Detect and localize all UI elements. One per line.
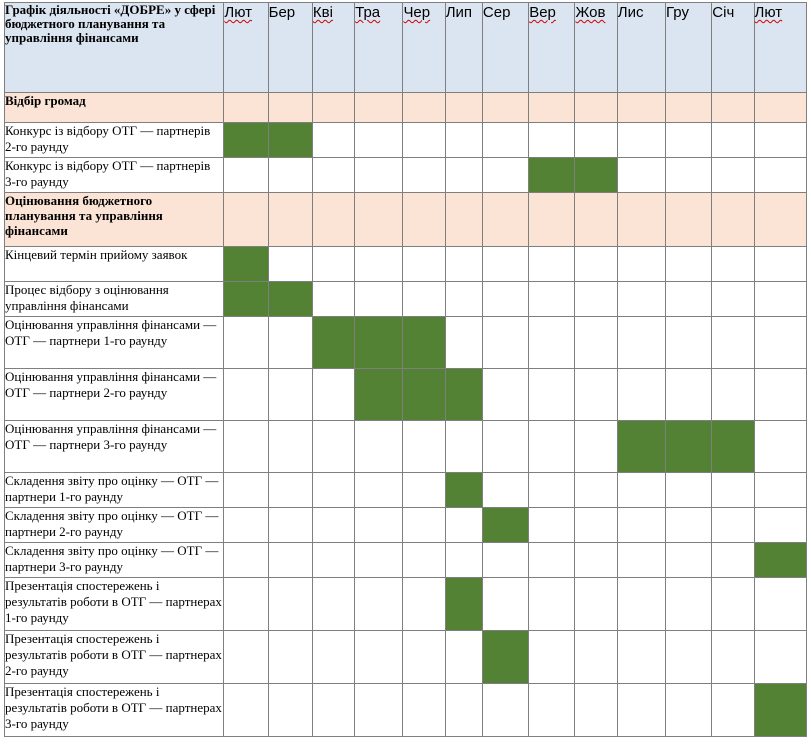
- month-header-4: [403, 3, 445, 93]
- active-period-cell: [754, 543, 806, 578]
- task-label: Конкурс із відбору ОТГ — партнерів 2-го раунду: [5, 123, 224, 158]
- empty-period-cell: [355, 508, 403, 543]
- empty-period-cell: [312, 93, 354, 123]
- empty-period-cell: [355, 421, 403, 473]
- empty-period-cell: [754, 369, 806, 421]
- month-label: Лип: [445, 4, 473, 21]
- empty-period-cell: [666, 578, 712, 631]
- task-label: Складення звіту про оцінку — ОТГ — партнери 3-го раунду: [5, 543, 224, 578]
- empty-period-cell: [712, 578, 754, 631]
- empty-period-cell: [355, 684, 403, 737]
- empty-period-cell: [482, 421, 528, 473]
- empty-period-cell: [312, 578, 354, 631]
- empty-period-cell: [312, 247, 354, 282]
- empty-period-cell: [529, 247, 575, 282]
- empty-period-cell: [575, 193, 617, 247]
- month-label: Лис: [617, 4, 644, 21]
- empty-period-cell: [224, 193, 268, 247]
- empty-period-cell: [445, 123, 482, 158]
- empty-period-cell: [617, 369, 665, 421]
- empty-period-cell: [712, 123, 754, 158]
- empty-period-cell: [529, 508, 575, 543]
- empty-period-cell: [529, 369, 575, 421]
- empty-period-cell: [754, 473, 806, 508]
- empty-period-cell: [666, 193, 712, 247]
- task-row: [5, 282, 807, 317]
- empty-period-cell: [575, 631, 617, 684]
- empty-period-cell: [666, 158, 712, 193]
- empty-period-cell: [482, 193, 528, 247]
- table-title: Графік діяльності «ДОБРЕ» у сфері бюджетного планування та управління фінансами: [5, 3, 224, 93]
- empty-period-cell: [355, 158, 403, 193]
- task-row: [5, 317, 807, 369]
- empty-period-cell: [355, 543, 403, 578]
- empty-period-cell: [575, 93, 617, 123]
- month-header-3: [355, 3, 403, 93]
- empty-period-cell: [312, 123, 354, 158]
- active-period-cell: [224, 247, 268, 282]
- empty-period-cell: [529, 631, 575, 684]
- month-header-12: [754, 3, 806, 93]
- active-period-cell: [403, 369, 445, 421]
- empty-period-cell: [617, 93, 665, 123]
- month-label: Вер: [529, 4, 556, 21]
- task-row: [5, 421, 807, 473]
- task-row: [5, 158, 807, 193]
- empty-period-cell: [403, 193, 445, 247]
- empty-period-cell: [575, 508, 617, 543]
- empty-period-cell: [482, 473, 528, 508]
- empty-period-cell: [712, 93, 754, 123]
- empty-period-cell: [224, 93, 268, 123]
- active-period-cell: [355, 369, 403, 421]
- empty-period-cell: [268, 631, 312, 684]
- month-header-2: [312, 3, 354, 93]
- empty-period-cell: [666, 369, 712, 421]
- empty-period-cell: [575, 282, 617, 317]
- empty-period-cell: [224, 631, 268, 684]
- empty-period-cell: [445, 282, 482, 317]
- empty-period-cell: [529, 421, 575, 473]
- empty-period-cell: [482, 684, 528, 737]
- empty-period-cell: [403, 543, 445, 578]
- month-label: Жов: [575, 4, 606, 21]
- active-period-cell: [529, 158, 575, 193]
- activity-schedule-table: [4, 2, 807, 737]
- empty-period-cell: [224, 158, 268, 193]
- empty-period-cell: [268, 317, 312, 369]
- empty-period-cell: [575, 123, 617, 158]
- empty-period-cell: [529, 578, 575, 631]
- empty-period-cell: [712, 193, 754, 247]
- empty-period-cell: [224, 684, 268, 737]
- empty-period-cell: [754, 317, 806, 369]
- empty-period-cell: [403, 508, 445, 543]
- active-period-cell: [482, 631, 528, 684]
- empty-period-cell: [712, 473, 754, 508]
- empty-period-cell: [712, 158, 754, 193]
- empty-period-cell: [355, 282, 403, 317]
- empty-period-cell: [403, 684, 445, 737]
- empty-period-cell: [529, 543, 575, 578]
- empty-period-cell: [312, 369, 354, 421]
- empty-period-cell: [666, 93, 712, 123]
- empty-period-cell: [403, 473, 445, 508]
- empty-period-cell: [312, 684, 354, 737]
- empty-period-cell: [666, 317, 712, 369]
- active-period-cell: [403, 317, 445, 369]
- empty-period-cell: [666, 631, 712, 684]
- empty-period-cell: [575, 473, 617, 508]
- month-header-9: [617, 3, 665, 93]
- empty-period-cell: [224, 473, 268, 508]
- empty-period-cell: [666, 508, 712, 543]
- section-label: Оцінювання бюджетного планування та управління фінансами: [5, 193, 224, 247]
- month-label: Бер: [268, 4, 296, 21]
- empty-period-cell: [312, 158, 354, 193]
- empty-period-cell: [712, 282, 754, 317]
- task-label: Складення звіту про оцінку — ОТГ — партнери 1-го раунду: [5, 473, 224, 508]
- empty-period-cell: [445, 158, 482, 193]
- empty-period-cell: [224, 508, 268, 543]
- task-label: Оцінювання управління фінансами — ОТГ — партнери 3-го раунду: [5, 421, 224, 473]
- empty-period-cell: [575, 578, 617, 631]
- active-period-cell: [224, 123, 268, 158]
- active-period-cell: [482, 508, 528, 543]
- month-header-8: [575, 3, 617, 93]
- empty-period-cell: [754, 282, 806, 317]
- active-period-cell: [224, 282, 268, 317]
- empty-period-cell: [268, 193, 312, 247]
- month-header-1: [268, 3, 312, 93]
- empty-period-cell: [312, 631, 354, 684]
- empty-period-cell: [268, 578, 312, 631]
- task-label: Презентація спостережень і результатів роботи в ОТГ — партнерах 3-го раунду: [5, 684, 224, 737]
- empty-period-cell: [712, 508, 754, 543]
- active-period-cell: [268, 282, 312, 317]
- empty-period-cell: [575, 421, 617, 473]
- empty-period-cell: [617, 684, 665, 737]
- empty-period-cell: [754, 508, 806, 543]
- month-label: Тра: [355, 4, 381, 21]
- empty-period-cell: [445, 317, 482, 369]
- empty-period-cell: [575, 247, 617, 282]
- empty-period-cell: [445, 421, 482, 473]
- empty-period-cell: [445, 543, 482, 578]
- empty-period-cell: [312, 508, 354, 543]
- empty-period-cell: [224, 317, 268, 369]
- empty-period-cell: [575, 317, 617, 369]
- month-header-10: [666, 3, 712, 93]
- empty-period-cell: [617, 543, 665, 578]
- empty-period-cell: [617, 473, 665, 508]
- task-label: Оцінювання управління фінансами — ОТГ — партнери 2-го раунду: [5, 369, 224, 421]
- active-period-cell: [268, 123, 312, 158]
- empty-period-cell: [268, 508, 312, 543]
- empty-period-cell: [754, 578, 806, 631]
- empty-period-cell: [312, 421, 354, 473]
- empty-period-cell: [754, 247, 806, 282]
- empty-period-cell: [712, 247, 754, 282]
- active-period-cell: [617, 421, 665, 473]
- active-period-cell: [312, 317, 354, 369]
- empty-period-cell: [617, 508, 665, 543]
- empty-period-cell: [666, 473, 712, 508]
- empty-period-cell: [403, 578, 445, 631]
- empty-period-cell: [312, 193, 354, 247]
- month-label: Лют: [224, 4, 252, 21]
- month-label: Сер: [482, 4, 511, 21]
- schedule-body: [5, 93, 807, 737]
- empty-period-cell: [529, 317, 575, 369]
- task-row: [5, 123, 807, 158]
- active-period-cell: [575, 158, 617, 193]
- empty-period-cell: [666, 282, 712, 317]
- empty-period-cell: [445, 631, 482, 684]
- empty-period-cell: [224, 421, 268, 473]
- section-row: [5, 93, 807, 123]
- empty-period-cell: [617, 631, 665, 684]
- active-period-cell: [754, 684, 806, 737]
- empty-period-cell: [312, 473, 354, 508]
- empty-period-cell: [355, 123, 403, 158]
- empty-period-cell: [754, 193, 806, 247]
- active-period-cell: [445, 473, 482, 508]
- task-row: [5, 543, 807, 578]
- empty-period-cell: [268, 158, 312, 193]
- empty-period-cell: [482, 123, 528, 158]
- empty-period-cell: [312, 543, 354, 578]
- empty-period-cell: [355, 193, 403, 247]
- active-period-cell: [666, 421, 712, 473]
- empty-period-cell: [712, 684, 754, 737]
- task-row: [5, 508, 807, 543]
- empty-period-cell: [355, 578, 403, 631]
- empty-period-cell: [712, 317, 754, 369]
- month-header-7: [529, 3, 575, 93]
- empty-period-cell: [355, 247, 403, 282]
- empty-period-cell: [754, 631, 806, 684]
- empty-period-cell: [482, 247, 528, 282]
- month-label: Чер: [403, 4, 431, 21]
- task-label: Конкурс із відбору ОТГ — партнерів 3-го раунду: [5, 158, 224, 193]
- empty-period-cell: [754, 93, 806, 123]
- empty-period-cell: [403, 93, 445, 123]
- empty-period-cell: [482, 158, 528, 193]
- empty-period-cell: [268, 247, 312, 282]
- empty-period-cell: [403, 282, 445, 317]
- task-row: [5, 473, 807, 508]
- empty-period-cell: [355, 93, 403, 123]
- empty-period-cell: [666, 123, 712, 158]
- empty-period-cell: [268, 684, 312, 737]
- empty-period-cell: [482, 578, 528, 631]
- empty-period-cell: [403, 421, 445, 473]
- empty-period-cell: [666, 684, 712, 737]
- active-period-cell: [712, 421, 754, 473]
- empty-period-cell: [224, 369, 268, 421]
- empty-period-cell: [617, 123, 665, 158]
- empty-period-cell: [617, 578, 665, 631]
- empty-period-cell: [617, 158, 665, 193]
- task-label: Кінцевий термін прийому заявок: [5, 247, 224, 282]
- empty-period-cell: [712, 543, 754, 578]
- empty-period-cell: [268, 543, 312, 578]
- empty-period-cell: [312, 282, 354, 317]
- task-row: [5, 631, 807, 684]
- empty-period-cell: [754, 158, 806, 193]
- empty-period-cell: [268, 369, 312, 421]
- empty-period-cell: [355, 473, 403, 508]
- month-header-0: [224, 3, 268, 93]
- empty-period-cell: [268, 93, 312, 123]
- empty-period-cell: [224, 543, 268, 578]
- month-label: Лют: [754, 4, 783, 21]
- empty-period-cell: [445, 508, 482, 543]
- empty-period-cell: [617, 282, 665, 317]
- empty-period-cell: [529, 684, 575, 737]
- empty-period-cell: [617, 193, 665, 247]
- empty-period-cell: [403, 123, 445, 158]
- empty-period-cell: [617, 317, 665, 369]
- empty-period-cell: [482, 93, 528, 123]
- empty-period-cell: [268, 421, 312, 473]
- task-row: [5, 369, 807, 421]
- empty-period-cell: [445, 247, 482, 282]
- month-header-11: [712, 3, 754, 93]
- active-period-cell: [445, 369, 482, 421]
- empty-period-cell: [712, 369, 754, 421]
- empty-period-cell: [754, 421, 806, 473]
- empty-period-cell: [575, 684, 617, 737]
- empty-period-cell: [529, 473, 575, 508]
- empty-period-cell: [482, 317, 528, 369]
- month-label: Гру: [666, 4, 689, 21]
- empty-period-cell: [575, 369, 617, 421]
- empty-period-cell: [575, 543, 617, 578]
- task-label: Складення звіту про оцінку — ОТГ — партнери 2-го раунду: [5, 508, 224, 543]
- empty-period-cell: [754, 123, 806, 158]
- month-header-5: [445, 3, 482, 93]
- empty-period-cell: [666, 247, 712, 282]
- section-label: Відбір громад: [5, 93, 224, 123]
- empty-period-cell: [617, 247, 665, 282]
- task-row: [5, 578, 807, 631]
- empty-period-cell: [403, 158, 445, 193]
- month-header-row: [5, 3, 807, 93]
- empty-period-cell: [445, 93, 482, 123]
- empty-period-cell: [355, 631, 403, 684]
- empty-period-cell: [529, 123, 575, 158]
- empty-period-cell: [482, 282, 528, 317]
- task-label: Оцінювання управління фінансами — ОТГ — партнери 1-го раунду: [5, 317, 224, 369]
- active-period-cell: [355, 317, 403, 369]
- month-header-6: [482, 3, 528, 93]
- empty-period-cell: [529, 193, 575, 247]
- empty-period-cell: [712, 631, 754, 684]
- task-row: [5, 684, 807, 737]
- month-label: Кві: [312, 4, 333, 21]
- task-label: Процес відбору з оцінювання управління фінансами: [5, 282, 224, 317]
- empty-period-cell: [482, 369, 528, 421]
- empty-period-cell: [224, 578, 268, 631]
- task-row: [5, 247, 807, 282]
- empty-period-cell: [403, 247, 445, 282]
- month-label: Січ: [712, 4, 735, 21]
- empty-period-cell: [445, 193, 482, 247]
- empty-period-cell: [529, 282, 575, 317]
- active-period-cell: [445, 578, 482, 631]
- empty-period-cell: [482, 543, 528, 578]
- empty-period-cell: [403, 631, 445, 684]
- section-row: [5, 193, 807, 247]
- empty-period-cell: [445, 684, 482, 737]
- empty-period-cell: [268, 473, 312, 508]
- empty-period-cell: [666, 543, 712, 578]
- task-label: Презентація спостережень і результатів роботи в ОТГ — партнерах 1-го раунду: [5, 578, 224, 631]
- task-label: Презентація спостережень і результатів роботи в ОТГ — партнерах 2-го раунду: [5, 631, 224, 684]
- empty-period-cell: [529, 93, 575, 123]
